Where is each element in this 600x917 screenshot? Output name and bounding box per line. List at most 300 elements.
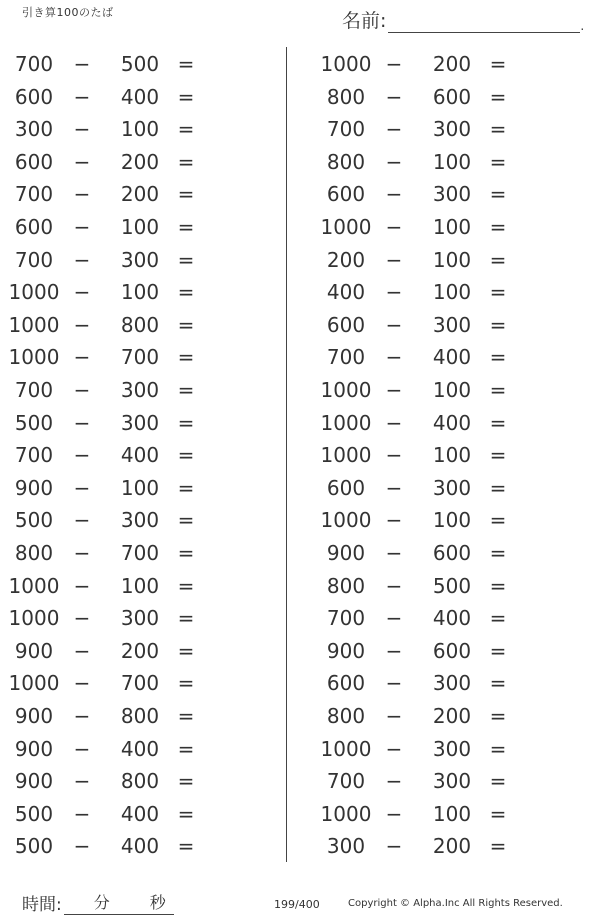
equals-sign: = — [489, 247, 507, 272]
problem-row — [2, 700, 202, 732]
subtrahend: 200 — [120, 638, 160, 663]
minuend: 1000 — [320, 215, 372, 239]
equals-sign: = — [177, 801, 195, 826]
subtrahend: 100 — [432, 443, 472, 468]
equals-sign: = — [177, 443, 195, 468]
problem-row — [2, 81, 202, 113]
minuend: 400 — [326, 280, 366, 305]
answer-space[interactable] — [200, 700, 260, 730]
problem-row — [2, 798, 202, 830]
subtrahend: 100 — [120, 573, 160, 598]
subtrahend: 300 — [432, 312, 472, 337]
equals-sign: = — [177, 84, 195, 109]
minuend: 900 — [14, 475, 54, 500]
answer-space[interactable] — [200, 798, 260, 828]
equals-sign: = — [177, 410, 195, 435]
problem-row — [314, 178, 514, 210]
equals-sign: = — [489, 52, 507, 76]
minuend: 800 — [326, 573, 366, 598]
equals-sign: = — [177, 215, 195, 239]
subtrahend: 800 — [120, 312, 160, 337]
equals-sign: = — [489, 736, 507, 761]
equals-sign: = — [489, 573, 507, 598]
minuend: 600 — [326, 182, 366, 207]
minutes-label: 分 — [93, 893, 110, 912]
minus-sign: − — [385, 508, 403, 533]
problem-row — [2, 570, 202, 602]
minuend: 800 — [326, 84, 366, 109]
minus-sign: − — [385, 117, 403, 142]
subtrahend: 800 — [120, 769, 160, 794]
problem-row — [314, 341, 514, 373]
problem-row — [2, 309, 202, 341]
answer-space[interactable] — [512, 830, 572, 860]
answer-space[interactable] — [512, 374, 572, 404]
subtrahend: 100 — [432, 378, 472, 402]
equals-sign: = — [489, 671, 507, 696]
problem-row — [2, 472, 202, 504]
answer-space[interactable] — [200, 309, 260, 339]
subtrahend: 400 — [432, 410, 472, 435]
minus-sign: − — [385, 834, 403, 859]
problem-row — [2, 178, 202, 210]
subtrahend: 200 — [120, 182, 160, 207]
subtrahend: 300 — [432, 769, 472, 794]
minuend: 1000 — [320, 378, 372, 402]
subtrahend: 300 — [120, 508, 160, 533]
subtrahend: 200 — [432, 52, 472, 76]
subtrahend: 100 — [120, 280, 160, 305]
subtrahend: 300 — [432, 671, 472, 696]
minus-sign: − — [385, 345, 403, 370]
subtrahend: 300 — [432, 475, 472, 500]
problem-row — [2, 830, 202, 862]
answer-space[interactable] — [200, 211, 260, 241]
minuend: 500 — [14, 834, 54, 859]
subtrahend: 400 — [120, 801, 160, 826]
minuend: 1000 — [8, 312, 60, 337]
subtrahend: 300 — [120, 606, 160, 631]
minuend: 1000 — [8, 280, 60, 305]
answer-space[interactable] — [512, 146, 572, 176]
minus-sign: − — [73, 443, 91, 468]
equals-sign: = — [489, 117, 507, 142]
problem-row — [314, 765, 514, 797]
minus-sign: − — [73, 149, 91, 174]
answer-space[interactable] — [512, 635, 572, 665]
answer-space[interactable] — [200, 504, 260, 534]
subtrahend: 300 — [120, 410, 160, 435]
answer-space[interactable] — [200, 276, 260, 306]
subtrahend: 400 — [120, 834, 160, 859]
answer-space[interactable] — [512, 439, 572, 469]
minus-sign: − — [73, 410, 91, 435]
subtrahend: 700 — [120, 345, 160, 370]
minuend: 700 — [14, 247, 54, 272]
minus-sign: − — [73, 541, 91, 565]
minus-sign: − — [385, 801, 403, 826]
answer-space[interactable] — [512, 798, 572, 828]
subtrahend: 500 — [432, 573, 472, 598]
minuend: 700 — [326, 769, 366, 794]
minuend: 1000 — [320, 736, 372, 761]
subtrahend: 600 — [432, 541, 472, 565]
equals-sign: = — [489, 541, 507, 565]
subtrahend: 100 — [120, 215, 160, 239]
problem-row — [2, 733, 202, 765]
problem-row — [314, 602, 514, 634]
answer-space[interactable] — [200, 146, 260, 176]
minuend: 900 — [14, 769, 54, 794]
answer-space[interactable] — [200, 244, 260, 274]
minuend: 700 — [14, 378, 54, 402]
subtrahend: 200 — [120, 149, 160, 174]
answer-space[interactable] — [512, 407, 572, 437]
equals-sign: = — [177, 541, 195, 565]
subtrahend: 100 — [432, 215, 472, 239]
equals-sign: = — [489, 215, 507, 239]
minuend: 900 — [326, 638, 366, 663]
answer-space[interactable] — [200, 830, 260, 860]
minuend: 1000 — [320, 801, 372, 826]
answer-space[interactable] — [512, 113, 572, 143]
minuend: 700 — [326, 117, 366, 142]
answer-space[interactable] — [512, 504, 572, 534]
minuend: 600 — [326, 312, 366, 337]
name-label: 名前: — [342, 10, 387, 32]
minus-sign: − — [385, 410, 403, 435]
answer-space[interactable] — [512, 178, 572, 208]
minuend: 700 — [14, 443, 54, 468]
equals-sign: = — [177, 52, 195, 76]
answer-space[interactable] — [512, 244, 572, 274]
minuend: 300 — [326, 834, 366, 859]
subtrahend: 100 — [432, 280, 472, 305]
minus-sign: − — [385, 541, 403, 565]
subtrahend: 400 — [120, 443, 160, 468]
problem-row — [314, 504, 514, 536]
problem-row — [2, 341, 202, 373]
minus-sign: − — [73, 182, 91, 207]
equals-sign: = — [489, 345, 507, 370]
problem-row — [314, 798, 514, 830]
answer-space[interactable] — [200, 178, 260, 208]
subtrahend: 300 — [432, 117, 472, 142]
subtrahend: 700 — [120, 541, 160, 565]
copyright-notice: Copyright © Alpha.Inc All Rights Reserved. — [348, 898, 563, 909]
answer-space[interactable] — [200, 733, 260, 763]
minuend: 600 — [14, 149, 54, 174]
minuend: 900 — [14, 638, 54, 663]
equals-sign: = — [489, 834, 507, 859]
minuend: 200 — [326, 247, 366, 272]
equals-sign: = — [177, 475, 195, 500]
problem-row — [2, 48, 202, 80]
minus-sign: − — [385, 52, 403, 76]
minuend: 900 — [326, 541, 366, 565]
minuend: 500 — [14, 801, 54, 826]
problem-row — [2, 146, 202, 178]
problem-row — [2, 276, 202, 308]
minus-sign: − — [385, 378, 403, 402]
minuend: 500 — [14, 508, 54, 533]
minus-sign: − — [73, 215, 91, 239]
problem-row — [2, 635, 202, 667]
answer-space[interactable] — [512, 570, 572, 600]
minus-sign: − — [73, 247, 91, 272]
minus-sign: − — [73, 52, 91, 76]
minuend: 700 — [14, 182, 54, 207]
subtrahend: 300 — [432, 736, 472, 761]
equals-sign: = — [177, 834, 195, 859]
answer-space[interactable] — [200, 81, 260, 111]
problem-row — [314, 211, 514, 243]
problem-row — [2, 374, 202, 406]
minuend: 1000 — [320, 443, 372, 468]
answer-space[interactable] — [512, 341, 572, 371]
minus-sign: − — [73, 736, 91, 761]
subtrahend: 100 — [120, 117, 160, 142]
minus-sign: − — [73, 704, 91, 728]
answer-space[interactable] — [512, 309, 572, 339]
equals-sign: = — [177, 573, 195, 598]
problem-row — [2, 504, 202, 536]
equals-sign: = — [489, 378, 507, 402]
equals-sign: = — [489, 84, 507, 109]
answer-space[interactable] — [200, 602, 260, 632]
minus-sign: − — [385, 443, 403, 468]
equals-sign: = — [489, 801, 507, 826]
answer-space[interactable] — [512, 537, 572, 567]
answer-space[interactable] — [512, 602, 572, 632]
minus-sign: − — [73, 345, 91, 370]
minuend: 700 — [14, 52, 54, 76]
minuend: 1000 — [8, 671, 60, 696]
column-divider — [286, 47, 287, 862]
answer-space[interactable] — [200, 407, 260, 437]
answer-space[interactable] — [512, 472, 572, 502]
minuend: 1000 — [8, 573, 60, 598]
problem-row — [314, 309, 514, 341]
equals-sign: = — [489, 769, 507, 794]
minus-sign: − — [73, 312, 91, 337]
equals-sign: = — [489, 149, 507, 174]
subtrahend: 300 — [120, 378, 160, 402]
problem-row — [314, 472, 514, 504]
equals-sign: = — [177, 508, 195, 533]
subtrahend: 300 — [432, 182, 472, 207]
equals-sign: = — [177, 704, 195, 728]
time-line[interactable] — [64, 894, 174, 915]
name-field — [342, 6, 584, 33]
equals-sign: = — [177, 345, 195, 370]
minus-sign: − — [385, 312, 403, 337]
answer-space[interactable] — [200, 765, 260, 795]
equals-sign: = — [177, 606, 195, 631]
subtrahend: 600 — [432, 84, 472, 109]
minus-sign: − — [73, 769, 91, 794]
minus-sign: − — [385, 475, 403, 500]
equals-sign: = — [489, 704, 507, 728]
equals-sign: = — [177, 736, 195, 761]
subtrahend: 100 — [432, 247, 472, 272]
minus-sign: − — [385, 671, 403, 696]
minus-sign: − — [73, 606, 91, 631]
subtrahend: 100 — [432, 801, 472, 826]
minus-sign: − — [73, 117, 91, 142]
subtrahend: 100 — [432, 149, 472, 174]
minus-sign: − — [385, 638, 403, 663]
problem-row — [2, 602, 202, 634]
problem-row — [2, 439, 202, 471]
problem-row — [314, 667, 514, 699]
time-field — [22, 890, 174, 915]
subtrahend: 100 — [120, 475, 160, 500]
equals-sign: = — [489, 280, 507, 305]
subtrahend: 200 — [432, 834, 472, 859]
minus-sign: − — [73, 84, 91, 109]
equals-sign: = — [177, 769, 195, 794]
minuend: 700 — [326, 345, 366, 370]
subtrahend: 400 — [120, 84, 160, 109]
equals-sign: = — [177, 247, 195, 272]
problem-row — [314, 146, 514, 178]
answer-space[interactable] — [512, 700, 572, 730]
minuend: 1000 — [8, 606, 60, 631]
name-end-dot: . — [580, 19, 585, 33]
minus-sign: − — [385, 84, 403, 109]
minus-sign: − — [73, 378, 91, 402]
minus-sign: − — [73, 475, 91, 500]
equals-sign: = — [177, 312, 195, 337]
answer-space[interactable] — [512, 48, 572, 78]
minus-sign: − — [385, 182, 403, 207]
seconds-label: 秒 — [149, 893, 166, 912]
minuend: 300 — [14, 117, 54, 142]
subtrahend: 400 — [432, 345, 472, 370]
problem-row — [314, 700, 514, 732]
equals-sign: = — [177, 378, 195, 402]
answer-space[interactable] — [200, 113, 260, 143]
answer-space[interactable] — [512, 765, 572, 795]
subtrahend: 100 — [432, 508, 472, 533]
subtrahend: 200 — [432, 704, 472, 728]
subtrahend: 500 — [120, 52, 160, 76]
answer-space[interactable] — [200, 341, 260, 371]
problem-row — [314, 635, 514, 667]
time-label: 時間: — [22, 895, 62, 915]
minuend: 600 — [326, 671, 366, 696]
minus-sign: − — [73, 638, 91, 663]
worksheet-title: 引き算100のたば — [22, 6, 114, 19]
name-line[interactable] — [388, 12, 580, 33]
equals-sign: = — [177, 149, 195, 174]
answer-space[interactable] — [200, 439, 260, 469]
minus-sign: − — [385, 769, 403, 794]
minuend: 800 — [14, 541, 54, 565]
problem-row — [314, 244, 514, 276]
subtrahend: 300 — [120, 247, 160, 272]
problem-row — [314, 537, 514, 569]
answer-space[interactable] — [512, 211, 572, 241]
minuend: 800 — [326, 149, 366, 174]
problem-row — [314, 407, 514, 439]
problem-row — [2, 211, 202, 243]
equals-sign: = — [177, 671, 195, 696]
answer-space[interactable] — [200, 667, 260, 697]
minus-sign: − — [73, 280, 91, 305]
subtrahend: 400 — [120, 736, 160, 761]
minus-sign: − — [385, 606, 403, 631]
subtrahend: 700 — [120, 671, 160, 696]
answer-space[interactable] — [200, 374, 260, 404]
minus-sign: − — [73, 508, 91, 533]
minuend: 1000 — [320, 52, 372, 76]
answer-space[interactable] — [200, 537, 260, 567]
equals-sign: = — [177, 280, 195, 305]
problem-row — [2, 113, 202, 145]
answer-space[interactable] — [512, 81, 572, 111]
equals-sign: = — [489, 443, 507, 468]
equals-sign: = — [489, 508, 507, 533]
minuend: 900 — [14, 736, 54, 761]
answer-space[interactable] — [512, 667, 572, 697]
minus-sign: − — [73, 671, 91, 696]
subtrahend: 800 — [120, 704, 160, 728]
minus-sign: − — [385, 247, 403, 272]
minuend: 1000 — [320, 508, 372, 533]
answer-space[interactable] — [200, 635, 260, 665]
minus-sign: − — [385, 280, 403, 305]
problem-row — [2, 765, 202, 797]
subtrahend: 400 — [432, 606, 472, 631]
minuend: 1000 — [320, 410, 372, 435]
equals-sign: = — [489, 475, 507, 500]
problem-row — [314, 374, 514, 406]
equals-sign: = — [489, 638, 507, 663]
answer-space[interactable] — [512, 733, 572, 763]
minus-sign: − — [385, 215, 403, 239]
problem-row — [314, 48, 514, 80]
answer-space[interactable] — [200, 48, 260, 78]
problem-row — [2, 407, 202, 439]
problem-row — [2, 667, 202, 699]
minuend: 500 — [14, 410, 54, 435]
minuend: 600 — [14, 84, 54, 109]
minus-sign: − — [385, 704, 403, 728]
equals-sign: = — [489, 606, 507, 631]
problem-row — [2, 244, 202, 276]
minuend: 600 — [326, 475, 366, 500]
answer-space[interactable] — [512, 276, 572, 306]
answer-space[interactable] — [200, 570, 260, 600]
subtrahend: 600 — [432, 638, 472, 663]
problem-row — [314, 439, 514, 471]
problem-row — [314, 830, 514, 862]
page-number: 199/400 — [274, 898, 320, 911]
equals-sign: = — [177, 117, 195, 142]
problem-row — [314, 276, 514, 308]
problem-row — [314, 733, 514, 765]
equals-sign: = — [177, 182, 195, 207]
problem-row — [2, 537, 202, 569]
answer-space[interactable] — [200, 472, 260, 502]
problem-row — [314, 570, 514, 602]
minuend: 800 — [326, 704, 366, 728]
minus-sign: − — [385, 573, 403, 598]
minuend: 1000 — [8, 345, 60, 370]
equals-sign: = — [489, 312, 507, 337]
